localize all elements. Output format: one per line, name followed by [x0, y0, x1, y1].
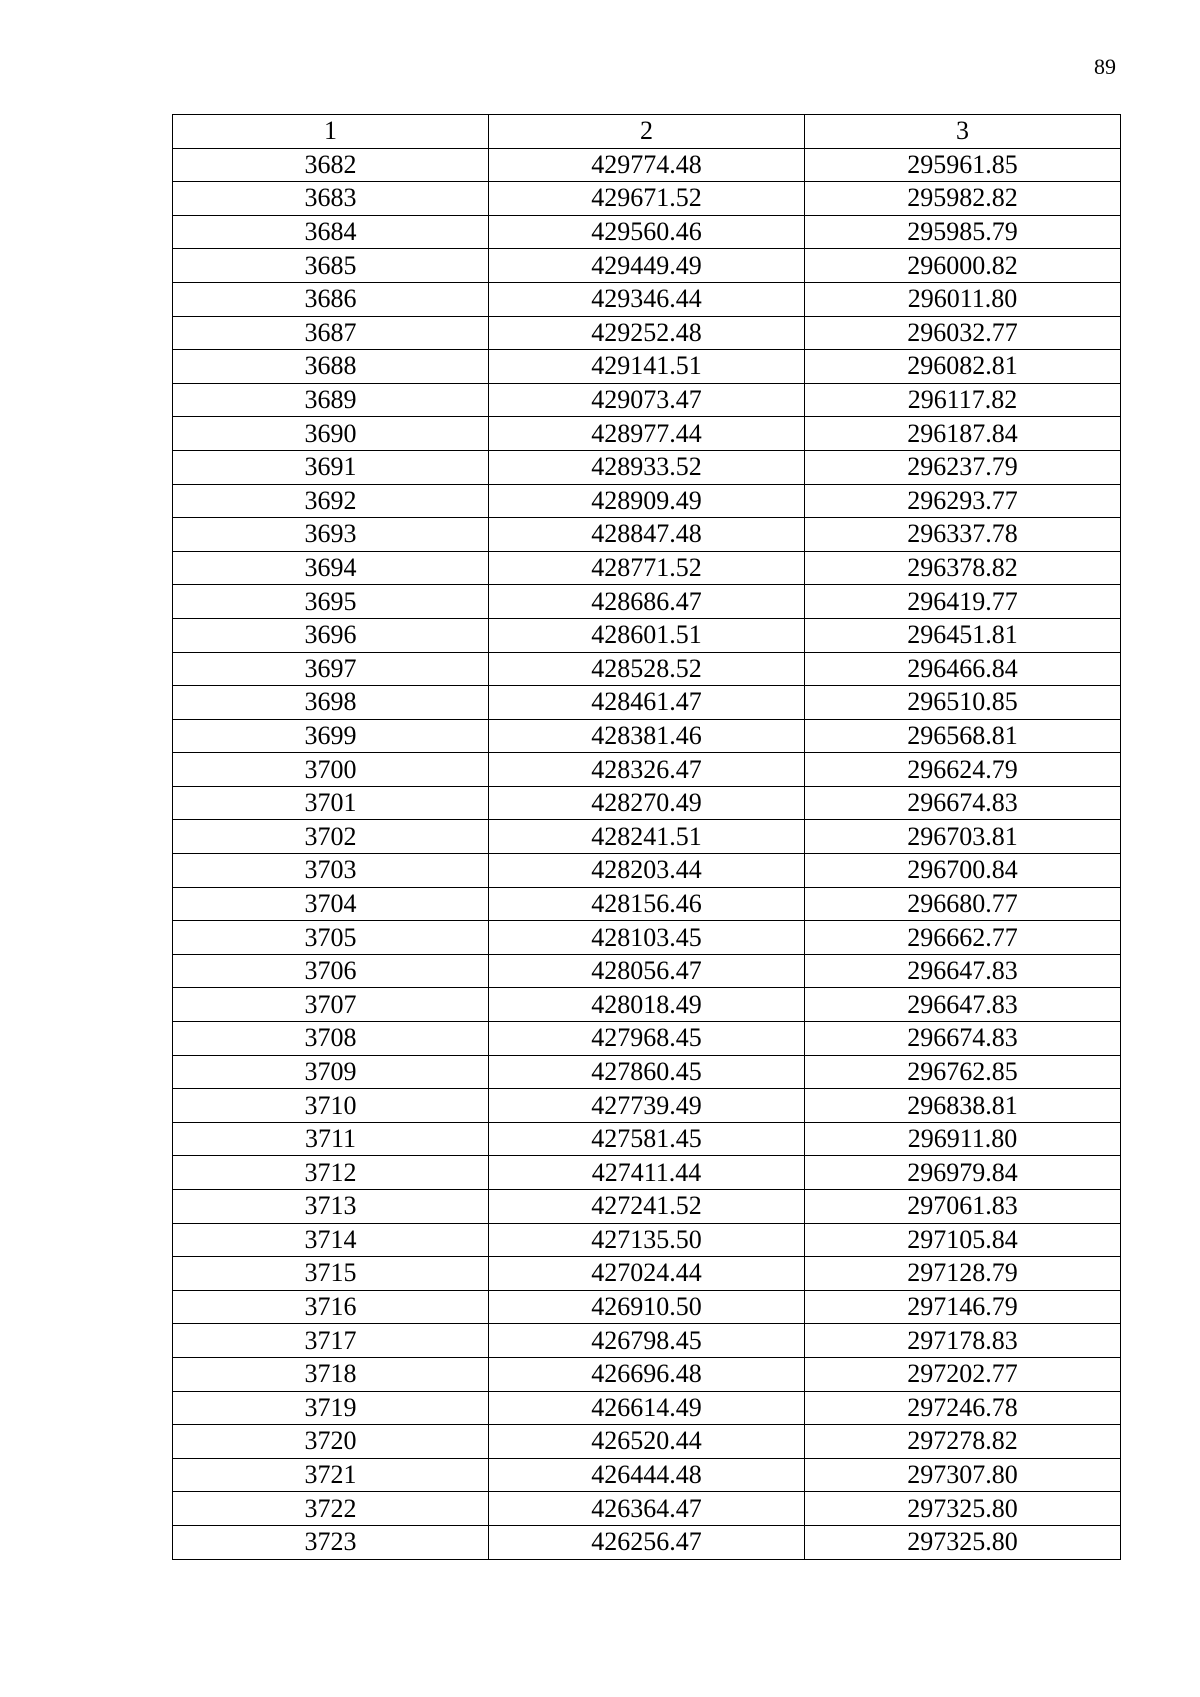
table-row	[173, 148, 1121, 182]
y-coordinate-cell: 296979.84	[805, 1156, 1121, 1190]
y-coordinate-cell: 296647.83	[805, 988, 1121, 1022]
table-row	[173, 417, 1121, 451]
table-row	[173, 1223, 1121, 1257]
point-number-cell: 3696	[173, 618, 489, 652]
point-number-cell: 3721	[173, 1458, 489, 1492]
y-coordinate-cell: 296337.78	[805, 518, 1121, 552]
point-number-cell: 3700	[173, 753, 489, 787]
y-coordinate-cell: 296187.84	[805, 417, 1121, 451]
column-header: 3	[805, 115, 1121, 149]
x-coordinate-cell: 428601.51	[489, 618, 805, 652]
y-coordinate-cell: 297325.80	[805, 1525, 1121, 1559]
x-coordinate-cell: 427024.44	[489, 1257, 805, 1291]
table-body	[173, 148, 1121, 1559]
table-row	[173, 518, 1121, 552]
y-coordinate-cell: 296293.77	[805, 484, 1121, 518]
point-number-cell: 3716	[173, 1290, 489, 1324]
column-header: 2	[489, 115, 805, 149]
y-coordinate-cell: 296674.83	[805, 786, 1121, 820]
x-coordinate-cell: 428241.51	[489, 820, 805, 854]
point-number-cell: 3699	[173, 719, 489, 753]
point-number-cell: 3685	[173, 249, 489, 283]
table-row	[173, 1055, 1121, 1089]
point-number-cell: 3701	[173, 786, 489, 820]
table-row	[173, 786, 1121, 820]
y-coordinate-cell: 296838.81	[805, 1089, 1121, 1123]
x-coordinate-cell: 428103.45	[489, 921, 805, 955]
table-row	[173, 383, 1121, 417]
table-row	[173, 1190, 1121, 1224]
y-coordinate-cell: 296466.84	[805, 652, 1121, 686]
point-number-cell: 3687	[173, 316, 489, 350]
x-coordinate-cell: 426364.47	[489, 1492, 805, 1526]
point-number-cell: 3693	[173, 518, 489, 552]
y-coordinate-cell: 297202.77	[805, 1357, 1121, 1391]
x-coordinate-cell: 429449.49	[489, 249, 805, 283]
y-coordinate-cell: 296700.84	[805, 854, 1121, 888]
table-row	[173, 686, 1121, 720]
y-coordinate-cell: 295985.79	[805, 215, 1121, 249]
table-row	[173, 1257, 1121, 1291]
table-row	[173, 1022, 1121, 1056]
table-row	[173, 1391, 1121, 1425]
x-coordinate-cell: 427241.52	[489, 1190, 805, 1224]
y-coordinate-cell: 296662.77	[805, 921, 1121, 955]
point-number-cell: 3714	[173, 1223, 489, 1257]
table-row	[173, 1525, 1121, 1559]
x-coordinate-cell: 428847.48	[489, 518, 805, 552]
table-row	[173, 282, 1121, 316]
x-coordinate-cell: 428771.52	[489, 551, 805, 585]
table-row	[173, 954, 1121, 988]
x-coordinate-cell: 428933.52	[489, 450, 805, 484]
x-coordinate-cell: 426614.49	[489, 1391, 805, 1425]
x-coordinate-cell: 426256.47	[489, 1525, 805, 1559]
x-coordinate-cell: 428461.47	[489, 686, 805, 720]
page-number: 89	[1094, 54, 1116, 79]
table-row	[173, 484, 1121, 518]
x-coordinate-cell: 428977.44	[489, 417, 805, 451]
x-coordinate-cell: 428018.49	[489, 988, 805, 1022]
point-number-cell: 3723	[173, 1525, 489, 1559]
point-number-cell: 3704	[173, 887, 489, 921]
table-row	[173, 719, 1121, 753]
point-number-cell: 3711	[173, 1122, 489, 1156]
y-coordinate-cell: 296117.82	[805, 383, 1121, 417]
x-coordinate-cell: 429346.44	[489, 282, 805, 316]
point-number-cell: 3719	[173, 1391, 489, 1425]
table-row	[173, 1290, 1121, 1324]
table-row	[173, 820, 1121, 854]
point-number-cell: 3703	[173, 854, 489, 888]
table-row	[173, 450, 1121, 484]
y-coordinate-cell: 296011.80	[805, 282, 1121, 316]
y-coordinate-cell: 296000.82	[805, 249, 1121, 283]
y-coordinate-cell: 297325.80	[805, 1492, 1121, 1526]
point-number-cell: 3705	[173, 921, 489, 955]
x-coordinate-cell: 427411.44	[489, 1156, 805, 1190]
y-coordinate-cell: 296680.77	[805, 887, 1121, 921]
point-number-cell: 3682	[173, 148, 489, 182]
table-header-row	[173, 115, 1121, 149]
y-coordinate-cell: 296510.85	[805, 686, 1121, 720]
table-row	[173, 249, 1121, 283]
x-coordinate-cell: 429560.46	[489, 215, 805, 249]
point-number-cell: 3715	[173, 1257, 489, 1291]
point-number-cell: 3718	[173, 1357, 489, 1391]
y-coordinate-cell: 297105.84	[805, 1223, 1121, 1257]
table-row	[173, 182, 1121, 216]
y-coordinate-cell: 296703.81	[805, 820, 1121, 854]
x-coordinate-cell: 429671.52	[489, 182, 805, 216]
point-number-cell: 3698	[173, 686, 489, 720]
x-coordinate-cell: 428326.47	[489, 753, 805, 787]
point-number-cell: 3713	[173, 1190, 489, 1224]
point-number-cell: 3708	[173, 1022, 489, 1056]
x-coordinate-cell: 428686.47	[489, 585, 805, 619]
x-coordinate-cell: 429252.48	[489, 316, 805, 350]
x-coordinate-cell: 429073.47	[489, 383, 805, 417]
point-number-cell: 3717	[173, 1324, 489, 1358]
table-row	[173, 854, 1121, 888]
table-row	[173, 1492, 1121, 1526]
point-number-cell: 3707	[173, 988, 489, 1022]
table-row	[173, 316, 1121, 350]
y-coordinate-cell: 297128.79	[805, 1257, 1121, 1291]
table-row	[173, 887, 1121, 921]
y-coordinate-cell: 296762.85	[805, 1055, 1121, 1089]
coordinates-table	[172, 114, 1121, 1560]
y-coordinate-cell: 296237.79	[805, 450, 1121, 484]
y-coordinate-cell: 296647.83	[805, 954, 1121, 988]
x-coordinate-cell: 428203.44	[489, 854, 805, 888]
x-coordinate-cell: 427968.45	[489, 1022, 805, 1056]
y-coordinate-cell: 297307.80	[805, 1458, 1121, 1492]
point-number-cell: 3706	[173, 954, 489, 988]
point-number-cell: 3684	[173, 215, 489, 249]
x-coordinate-cell: 428156.46	[489, 887, 805, 921]
x-coordinate-cell: 428381.46	[489, 719, 805, 753]
x-coordinate-cell: 427581.45	[489, 1122, 805, 1156]
x-coordinate-cell: 428528.52	[489, 652, 805, 686]
x-coordinate-cell: 426696.48	[489, 1357, 805, 1391]
x-coordinate-cell: 429141.51	[489, 350, 805, 384]
x-coordinate-cell: 426444.48	[489, 1458, 805, 1492]
x-coordinate-cell: 429774.48	[489, 148, 805, 182]
y-coordinate-cell: 295961.85	[805, 148, 1121, 182]
point-number-cell: 3722	[173, 1492, 489, 1526]
y-coordinate-cell: 297246.78	[805, 1391, 1121, 1425]
y-coordinate-cell: 297146.79	[805, 1290, 1121, 1324]
table-row	[173, 753, 1121, 787]
y-coordinate-cell: 296674.83	[805, 1022, 1121, 1056]
y-coordinate-cell: 296624.79	[805, 753, 1121, 787]
table-row	[173, 1156, 1121, 1190]
y-coordinate-cell: 296082.81	[805, 350, 1121, 384]
y-coordinate-cell: 295982.82	[805, 182, 1121, 216]
x-coordinate-cell: 428056.47	[489, 954, 805, 988]
point-number-cell: 3709	[173, 1055, 489, 1089]
table-row	[173, 988, 1121, 1022]
table-row	[173, 1122, 1121, 1156]
y-coordinate-cell: 296378.82	[805, 551, 1121, 585]
y-coordinate-cell: 297278.82	[805, 1425, 1121, 1459]
table-row	[173, 585, 1121, 619]
x-coordinate-cell: 426910.50	[489, 1290, 805, 1324]
table-row	[173, 1324, 1121, 1358]
table-row	[173, 618, 1121, 652]
point-number-cell: 3686	[173, 282, 489, 316]
point-number-cell: 3720	[173, 1425, 489, 1459]
point-number-cell: 3690	[173, 417, 489, 451]
x-coordinate-cell: 428909.49	[489, 484, 805, 518]
point-number-cell: 3712	[173, 1156, 489, 1190]
x-coordinate-cell: 426520.44	[489, 1425, 805, 1459]
table-row	[173, 1089, 1121, 1123]
y-coordinate-cell: 296568.81	[805, 719, 1121, 753]
y-coordinate-cell: 296419.77	[805, 585, 1121, 619]
x-coordinate-cell: 427739.49	[489, 1089, 805, 1123]
point-number-cell: 3702	[173, 820, 489, 854]
x-coordinate-cell: 428270.49	[489, 786, 805, 820]
table-row	[173, 652, 1121, 686]
point-number-cell: 3710	[173, 1089, 489, 1123]
x-coordinate-cell: 427860.45	[489, 1055, 805, 1089]
y-coordinate-cell: 296911.80	[805, 1122, 1121, 1156]
point-number-cell: 3691	[173, 450, 489, 484]
point-number-cell: 3695	[173, 585, 489, 619]
table-row	[173, 1458, 1121, 1492]
point-number-cell: 3692	[173, 484, 489, 518]
table-row	[173, 215, 1121, 249]
point-number-cell: 3694	[173, 551, 489, 585]
table-row	[173, 921, 1121, 955]
column-header: 1	[173, 115, 489, 149]
point-number-cell: 3689	[173, 383, 489, 417]
table-row	[173, 350, 1121, 384]
y-coordinate-cell: 296032.77	[805, 316, 1121, 350]
y-coordinate-cell: 297061.83	[805, 1190, 1121, 1224]
point-number-cell: 3697	[173, 652, 489, 686]
table-row	[173, 551, 1121, 585]
x-coordinate-cell: 426798.45	[489, 1324, 805, 1358]
table-row	[173, 1357, 1121, 1391]
point-number-cell: 3683	[173, 182, 489, 216]
y-coordinate-cell: 297178.83	[805, 1324, 1121, 1358]
point-number-cell: 3688	[173, 350, 489, 384]
table-row	[173, 1425, 1121, 1459]
y-coordinate-cell: 296451.81	[805, 618, 1121, 652]
x-coordinate-cell: 427135.50	[489, 1223, 805, 1257]
